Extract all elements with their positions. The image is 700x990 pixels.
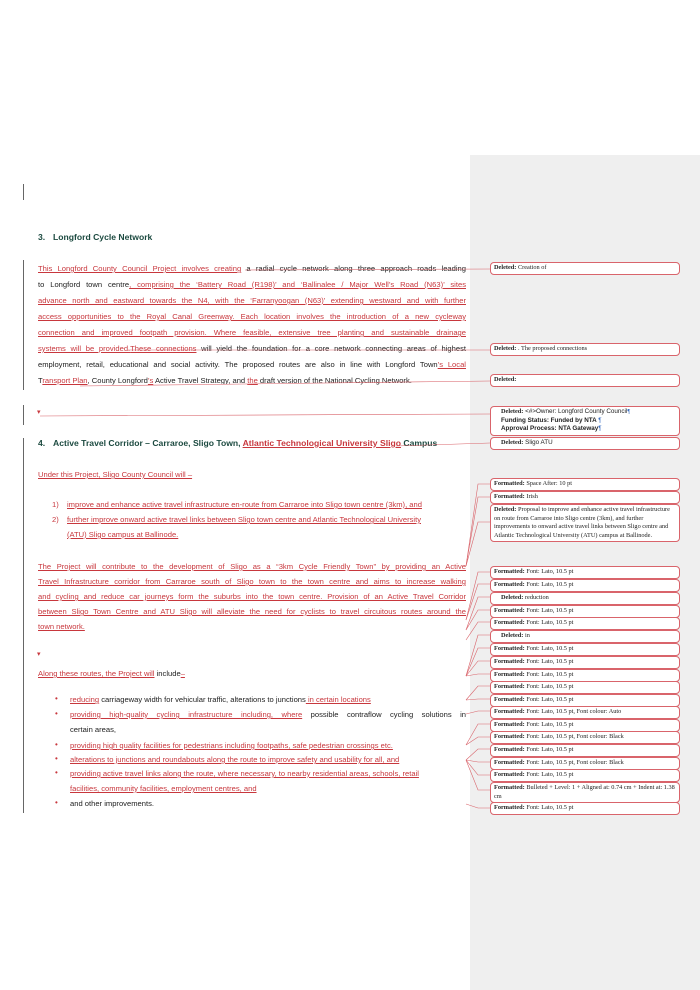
section-3-line xyxy=(38,376,466,386)
section-number: 4. xyxy=(38,438,46,448)
balloon-label: Formatted: xyxy=(494,683,525,690)
inserted-text: ransport Plan xyxy=(42,376,88,385)
section-3-line xyxy=(38,280,466,290)
revision-balloon[interactable] xyxy=(490,566,680,579)
bullet-mark: • xyxy=(55,694,58,703)
body-text: draft version of the National Cycling Network. xyxy=(257,376,412,385)
revision-balloon[interactable] xyxy=(490,630,680,643)
section-3-line xyxy=(38,264,466,274)
bullet-mark: • xyxy=(55,768,58,777)
balloon-label: Formatted: xyxy=(494,619,525,626)
balloon-text: in xyxy=(523,632,530,639)
revision-balloon[interactable] xyxy=(490,605,680,618)
bullet-item xyxy=(70,755,466,765)
balloon-label: Formatted: xyxy=(494,645,525,652)
change-bar xyxy=(23,438,24,813)
revision-balloon[interactable] xyxy=(490,744,680,757)
balloon-label: Formatted: xyxy=(494,804,525,811)
balloon-label: Formatted: xyxy=(494,607,525,614)
balloon-text: Funding Status: Funded by NTA xyxy=(501,416,599,424)
body-text: possible xyxy=(302,710,339,719)
inserted-text: facilities, community facilities, employment centres, and xyxy=(70,784,257,793)
balloon-text: reduction xyxy=(523,594,549,601)
balloon-label: Deleted: xyxy=(494,264,517,271)
body-text: T xyxy=(38,376,43,385)
balloon-text: . The proposed connections xyxy=(516,345,588,352)
inserted-text: , comprising the ‘Battery Road (R198)’ and ‘Ballinalee / Major Well’s Road (N63)’ sites xyxy=(129,280,466,289)
revision-balloon[interactable] xyxy=(490,719,680,732)
balloon-text: Font: Lato, 10.5 pt xyxy=(524,804,574,811)
balloon-label: Formatted: xyxy=(494,480,525,487)
inserted-text: ’s xyxy=(147,376,154,385)
inserted-text: alterations to junctions and roundabouts along the route to improve safety and usability for all, and xyxy=(70,755,400,764)
balloon-label: Formatted: xyxy=(494,784,525,791)
body-text: a radial cycle network along three approach roads leading xyxy=(241,264,466,273)
balloon-text: Font: Lato, 10.5 pt xyxy=(524,683,574,690)
balloon-text: Sligo ATU xyxy=(523,439,553,446)
inserted-text: – xyxy=(180,669,185,678)
balloon-label: Formatted: xyxy=(494,708,525,715)
balloon-label: Formatted: xyxy=(494,568,525,575)
revision-balloon[interactable] xyxy=(490,374,680,387)
balloon-label: Formatted: xyxy=(494,581,525,588)
revision-balloon[interactable] xyxy=(490,731,680,744)
balloon-text: Font: Lato, 10.5 pt, Font colour: Black xyxy=(524,759,624,766)
change-bar xyxy=(23,260,24,390)
inserted-text: town network. xyxy=(38,622,85,631)
section-title: Campus xyxy=(400,438,438,448)
inserted-text: Atlantic Technological University Sligo xyxy=(242,438,401,448)
balloon-text: Font: Lato, 10.5 pt, Font colour: Auto xyxy=(524,708,622,715)
bullet-item xyxy=(70,741,466,751)
revision-balloon[interactable] xyxy=(490,757,680,770)
inserted-text: reducing xyxy=(70,695,100,704)
balloon-label: Formatted: xyxy=(494,721,525,728)
item-number: 1) xyxy=(52,500,59,509)
body-text: include xyxy=(154,669,181,678)
along-line xyxy=(38,669,466,679)
body-text: , County Longford xyxy=(87,376,148,385)
revision-balloon[interactable] xyxy=(490,491,680,504)
revision-balloon[interactable] xyxy=(490,656,680,669)
inserted-text: Along these routes, the Project will xyxy=(38,669,155,678)
body-text: to Longford town centre xyxy=(38,280,130,289)
section-3-line xyxy=(38,360,466,370)
balloon-label: Formatted: xyxy=(494,746,525,753)
balloon-text: Font: Lato, 10.5 pt xyxy=(524,607,574,614)
inserted-text: providing active travel links along the route, where necessary, to nearby residential areas, schools, retail xyxy=(70,769,419,778)
balloon-text: Font: Lato, 10.5 pt xyxy=(524,581,574,588)
inserted-text: advance north and eastward towards the N4, with the ‘Farranyoogan (N63)’ extending westward and with further xyxy=(38,296,466,305)
balloon-text: Font: Lato, 10.5 pt xyxy=(524,658,574,665)
inserted-text: access opportunities to the Royal Canal Greenway. Each location involves the introduction of a new cycleway xyxy=(38,312,466,321)
balloon-label: Deleted: xyxy=(494,345,517,352)
numbered-item xyxy=(52,500,422,509)
balloon-text: Proposal to improve and enhance active travel infrastructure on route from Carraroe into Sligo centre (3km), and further improvements to onward active travel links between Sligo centre and Atlantic Technological University (ATU) campus at Ballinode. xyxy=(494,506,670,539)
section-title: Longford Cycle Network xyxy=(53,232,153,242)
balloon-label: Formatted: xyxy=(494,493,525,500)
balloon-label: Deleted: xyxy=(501,439,524,446)
inserted-text: This Longford County Council Project involves creating xyxy=(38,264,242,273)
body-text: contraflow cycling solutions in xyxy=(338,710,466,719)
revision-balloon[interactable] xyxy=(490,643,680,656)
inserted-text: connection and improved footpath provision. Where feasible, extensive tree planting and sustainable drainage xyxy=(38,328,466,337)
body-text: certain areas, xyxy=(70,725,117,734)
body-text: employment, retail, educational and social activity. The proposed routes are also in line with Longford Town xyxy=(38,360,438,369)
revision-balloon[interactable] xyxy=(490,437,680,450)
bullet-item xyxy=(70,695,466,705)
balloon-text: Font: Lato, 10.5 pt xyxy=(524,746,574,753)
section-title: Active Travel Corridor – Carraroe, Sligo Town, xyxy=(53,438,243,448)
body-text: Active Travel Strategy, and xyxy=(153,376,248,385)
numbered-item xyxy=(67,530,178,539)
project-line xyxy=(38,577,466,587)
balloon-text: Font: Lato, 10.5 pt xyxy=(524,771,574,778)
section-3-line xyxy=(38,296,466,306)
revision-balloon[interactable] xyxy=(490,669,680,682)
balloon-text: Font: Lato, 10.5 pt, Font colour: Black xyxy=(524,733,624,740)
balloon-text: Font: Lato, 10.5 pt xyxy=(524,619,574,626)
revision-balloon[interactable] xyxy=(490,262,680,275)
revision-balloon[interactable] xyxy=(490,706,680,719)
inserted-text: the xyxy=(247,376,258,385)
bullet-item xyxy=(70,769,466,779)
body-text: will yield the foundation for a core network connecting areas of highest xyxy=(196,344,466,353)
pilcrow-icon: ¶ xyxy=(627,408,631,415)
balloon-text: Creation of xyxy=(516,264,547,271)
project-line xyxy=(38,607,466,617)
balloon-text: Approval Process: NTA Gateway xyxy=(501,425,599,433)
section-3-line xyxy=(38,312,466,322)
bullet-item xyxy=(70,799,466,809)
inserted-text: and cycling and reduce car journeys form the suburbs into the town centre. Provision of an Active Travel Corridor xyxy=(38,592,466,601)
balloon-label: Formatted: xyxy=(494,759,525,766)
balloon-text: Font: Lato, 10.5 pt xyxy=(524,696,574,703)
bullet-mark: • xyxy=(55,740,58,749)
numbered-item xyxy=(52,515,421,524)
section-4-heading xyxy=(38,438,437,448)
inserted-text: providing high-quality cycling infrastructure including, where xyxy=(70,710,303,719)
balloon-label: Formatted: xyxy=(494,696,525,703)
inserted-text: providing high quality facilities for pedestrians including footpaths, safe pedestrian crossings etc. xyxy=(70,741,393,750)
revision-balloon[interactable] xyxy=(490,592,680,605)
balloon-label: Formatted: xyxy=(494,658,525,665)
pilcrow-icon: ¶ xyxy=(598,416,602,424)
revision-balloon[interactable] xyxy=(490,681,680,694)
balloon-text: Space After: 10 pt xyxy=(524,480,572,487)
inserted-text: ’s Local xyxy=(437,360,466,369)
revision-balloon[interactable] xyxy=(490,579,680,592)
bullet-item xyxy=(70,725,466,735)
balloon-text: Font: Lato, 10.5 pt xyxy=(524,568,574,575)
inserted-text: in certain locations xyxy=(305,695,371,704)
revision-balloon[interactable] xyxy=(490,504,680,542)
bullet-mark: • xyxy=(55,798,58,807)
bullet-mark: • xyxy=(55,709,58,718)
item-text: improve and enhance active travel infrastructure en-route from Carraroe into Sligo town centre (3km), and xyxy=(67,500,422,509)
bullet-mark: • xyxy=(55,754,58,763)
revision-balloon[interactable] xyxy=(490,782,680,803)
insertion-mark: ▾ xyxy=(37,409,41,416)
balloon-text: <#>Owner: Longford County Council xyxy=(523,408,628,415)
inserted-text: Travel Infrastructure corridor from Carraroe south of Sligo town to the town centre and aims to increase walking xyxy=(38,577,466,586)
insertion-mark: ▾ xyxy=(37,651,41,658)
inserted-text: These connections xyxy=(130,344,197,353)
project-line xyxy=(38,622,466,632)
bullet-item xyxy=(70,710,466,720)
inserted-text: Under this Project, Sligo County Council will – xyxy=(38,470,193,479)
balloon-text: Font: Lato, 10.5 pt xyxy=(524,671,574,678)
balloon-label: Deleted: xyxy=(501,594,524,601)
inserted-text: The Project will contribute to the development of Sligo as a “3km Cycle Friendly Town” by providing an Active xyxy=(38,562,466,571)
balloon-label: Formatted: xyxy=(494,671,525,678)
section-number: 3. xyxy=(38,232,46,242)
revision-balloon[interactable] xyxy=(490,406,680,436)
item-text: further improve onward active travel links between Sligo town centre and Atlantic Technological University xyxy=(67,515,421,524)
balloon-label: Formatted: xyxy=(494,733,525,740)
item-number: 2) xyxy=(52,515,59,524)
balloon-label: Deleted: xyxy=(501,632,524,639)
balloon-text: Bulleted + Level: 1 + Aligned at: 0.74 cm + Indent at: 1.38 cm xyxy=(494,784,675,800)
balloon-label: Deleted: xyxy=(494,376,517,383)
revision-balloon[interactable] xyxy=(490,617,680,630)
revision-balloon[interactable] xyxy=(490,694,680,707)
project-line xyxy=(38,562,466,572)
balloon-label: Deleted: xyxy=(494,506,517,513)
change-bar xyxy=(23,405,24,425)
bullet-item xyxy=(70,784,466,794)
inserted-text: between Sligo Town Centre and ATU Sligo will alleviate the need for cyclists to travel circuitous routes around the xyxy=(38,607,466,616)
revision-balloon[interactable] xyxy=(490,769,680,782)
section-3-heading xyxy=(38,232,152,242)
inserted-text: systems will be provided. xyxy=(38,344,131,353)
balloon-label: Deleted: xyxy=(501,408,524,415)
body-text: carriageway width for vehicular traffic, alterations to junctions xyxy=(99,695,306,704)
balloon-text: Font: Lato, 10.5 pt xyxy=(524,721,574,728)
balloon-text: Font: Lato, 10.5 pt xyxy=(524,645,574,652)
change-bar xyxy=(23,184,24,200)
revision-balloon[interactable] xyxy=(490,343,680,356)
project-line xyxy=(38,592,466,602)
section-3-line xyxy=(38,328,466,338)
intro-line xyxy=(38,470,466,480)
balloon-label: Formatted: xyxy=(494,771,525,778)
revision-balloon[interactable] xyxy=(490,478,680,491)
section-3-line xyxy=(38,344,466,354)
balloon-text: Irish xyxy=(524,493,538,500)
revision-balloon[interactable] xyxy=(490,802,680,815)
pilcrow-icon: ¶ xyxy=(598,425,602,433)
item-text: (ATU) Sligo campus at Ballinode. xyxy=(67,530,179,539)
body-text: and other improvements. xyxy=(70,799,154,808)
